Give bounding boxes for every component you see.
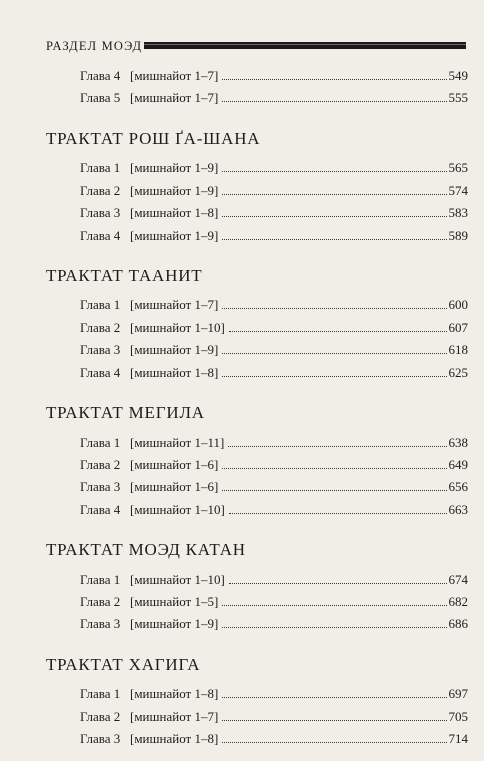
header-rule	[144, 42, 466, 49]
chapter-label: Глава 4	[80, 68, 121, 83]
toc-entry	[80, 434, 468, 452]
page-number: 583	[448, 205, 468, 221]
mishnayot-range: [мишнайот 1–8]	[130, 205, 219, 221]
page-number: 574	[448, 182, 468, 198]
chapter-label: Глава 2	[80, 319, 121, 335]
page-number: 714	[448, 731, 468, 747]
page-number: 663	[448, 501, 468, 517]
page-number: 705	[448, 708, 468, 724]
toc-entry	[80, 456, 468, 474]
dot-leader	[222, 100, 446, 102]
page-number: 565	[448, 160, 468, 176]
chapter-label: Глава 3	[80, 616, 121, 632]
chapter-label: Глава 2	[80, 456, 121, 472]
mishnayot-range: [мишнайот 1–8]	[130, 686, 219, 702]
toc-entry	[80, 182, 468, 200]
mishnayot-range: [мишнайот 1–6]	[130, 456, 219, 472]
mishnayot-range: [мишнайот 1–9]	[130, 342, 219, 358]
toc-entry	[80, 685, 468, 703]
dot-leader	[222, 193, 446, 195]
page-number: 607	[448, 319, 468, 335]
page-number: 656	[448, 479, 468, 495]
chapter-label: Глава 3	[80, 731, 121, 747]
mishnayot-range: [мишнайот 1–10]	[130, 319, 225, 335]
mishnayot-range: [мишнайот 1–7]	[130, 90, 219, 106]
tractate-title: ТРАКТАТ МОЭД КАТАН	[46, 540, 246, 560]
dot-leader	[222, 307, 446, 309]
chapter-label: Глава 1	[80, 297, 121, 313]
page-number: 618	[448, 342, 468, 358]
toc-entry	[80, 571, 468, 589]
toc-entry	[80, 730, 468, 748]
toc-entry	[80, 204, 468, 222]
chapter-label: Глава 2	[80, 182, 121, 198]
chapter-label: Глава 4	[80, 227, 121, 243]
dot-leader	[222, 604, 446, 606]
chapter-label: Глава 2	[80, 708, 121, 724]
mishnayot-range: [мишнайот 1–8]	[130, 731, 219, 747]
page-number: 589	[448, 227, 468, 243]
mishnayot-range: [мишнайот 1–6]	[130, 479, 219, 495]
dot-leader	[222, 489, 446, 491]
dot-leader	[229, 512, 447, 514]
tractate-title: ТРАКТАТ ХАГИГА	[46, 654, 201, 674]
page-number: 638	[448, 434, 468, 450]
page-number: 600	[448, 297, 468, 313]
mishnayot-range: [мишнайот 1–8]	[130, 364, 219, 380]
toc-entry	[80, 593, 468, 611]
dot-leader	[229, 330, 447, 332]
mishnayot-range: [мишнайот 1–9]	[130, 182, 219, 198]
mishnayot-range: [мишнайот 1–9]	[130, 160, 219, 176]
tractate-title: ТРАКТАТ ТААНИТ	[46, 265, 203, 285]
dot-leader	[222, 170, 446, 172]
chapter-label: Глава 4	[80, 364, 121, 380]
page-number: 555	[448, 90, 468, 106]
dot-leader	[222, 719, 446, 721]
running-header	[46, 38, 466, 54]
dot-leader	[222, 741, 446, 743]
chapter-label: Глава 1	[80, 571, 121, 587]
toc-entry	[80, 227, 468, 245]
toc-entry	[80, 478, 468, 496]
mishnayot-range: [мишнайот 1–10]	[130, 501, 225, 517]
chapter-label: Глава 5	[80, 90, 121, 106]
mishnayot-range: [мишнайот 1–9]	[130, 616, 219, 632]
mishnayot-range: [мишнайот 1–9]	[130, 227, 219, 243]
toc-entry	[80, 159, 468, 177]
page-number: 682	[448, 594, 468, 609]
chapter-label: Глава 1	[80, 686, 121, 702]
chapter-label: Глава 3	[80, 479, 121, 495]
dot-leader	[222, 352, 446, 354]
page-number: 686	[448, 616, 468, 632]
chapter-label: Глава 2	[80, 594, 121, 609]
toc-entry	[80, 364, 468, 382]
mishnayot-range: [мишнайот 1–10]	[130, 571, 225, 587]
dot-leader	[222, 78, 446, 80]
mishnayot-range: [мишнайот 1–11]	[130, 434, 225, 450]
dot-leader	[222, 375, 446, 377]
dot-leader	[222, 626, 446, 628]
dot-leader	[222, 238, 446, 240]
mishnayot-range: [мишнайот 1–7]	[130, 708, 219, 724]
page-number: 674	[448, 571, 468, 587]
page-number: 549	[448, 68, 468, 83]
toc-entry	[80, 296, 468, 314]
toc-entry	[80, 67, 468, 85]
toc-entry	[80, 341, 468, 359]
dot-leader	[228, 445, 446, 447]
page-number: 697	[448, 686, 468, 702]
mishnayot-range: [мишнайот 1–5]	[130, 594, 219, 609]
tractate-title: ТРАКТАТ МЕГИЛА	[46, 403, 205, 422]
toc-entry	[80, 708, 468, 726]
section-title: РАЗДЕЛ МОЭД	[46, 39, 143, 53]
chapter-label: Глава 3	[80, 205, 121, 221]
dot-leader	[222, 467, 446, 469]
toc-entry	[80, 501, 468, 519]
tractate-title: ТРАКТАТ РОШ ҐА-ШАНА	[46, 128, 261, 148]
chapter-label: Глава 3	[80, 342, 121, 358]
dot-leader	[229, 582, 447, 584]
page-number: 625	[448, 364, 468, 380]
toc-entry	[80, 89, 468, 107]
toc-entry	[80, 319, 468, 337]
mishnayot-range: [мишнайот 1–7]	[130, 68, 219, 83]
toc-entry	[80, 615, 468, 633]
chapter-label: Глава 1	[80, 160, 121, 176]
dot-leader	[222, 696, 446, 698]
chapter-label: Глава 4	[80, 501, 121, 517]
page-number: 649	[448, 456, 468, 472]
mishnayot-range: [мишнайот 1–7]	[130, 297, 219, 313]
chapter-label: Глава 1	[80, 434, 121, 450]
dot-leader	[222, 215, 446, 217]
